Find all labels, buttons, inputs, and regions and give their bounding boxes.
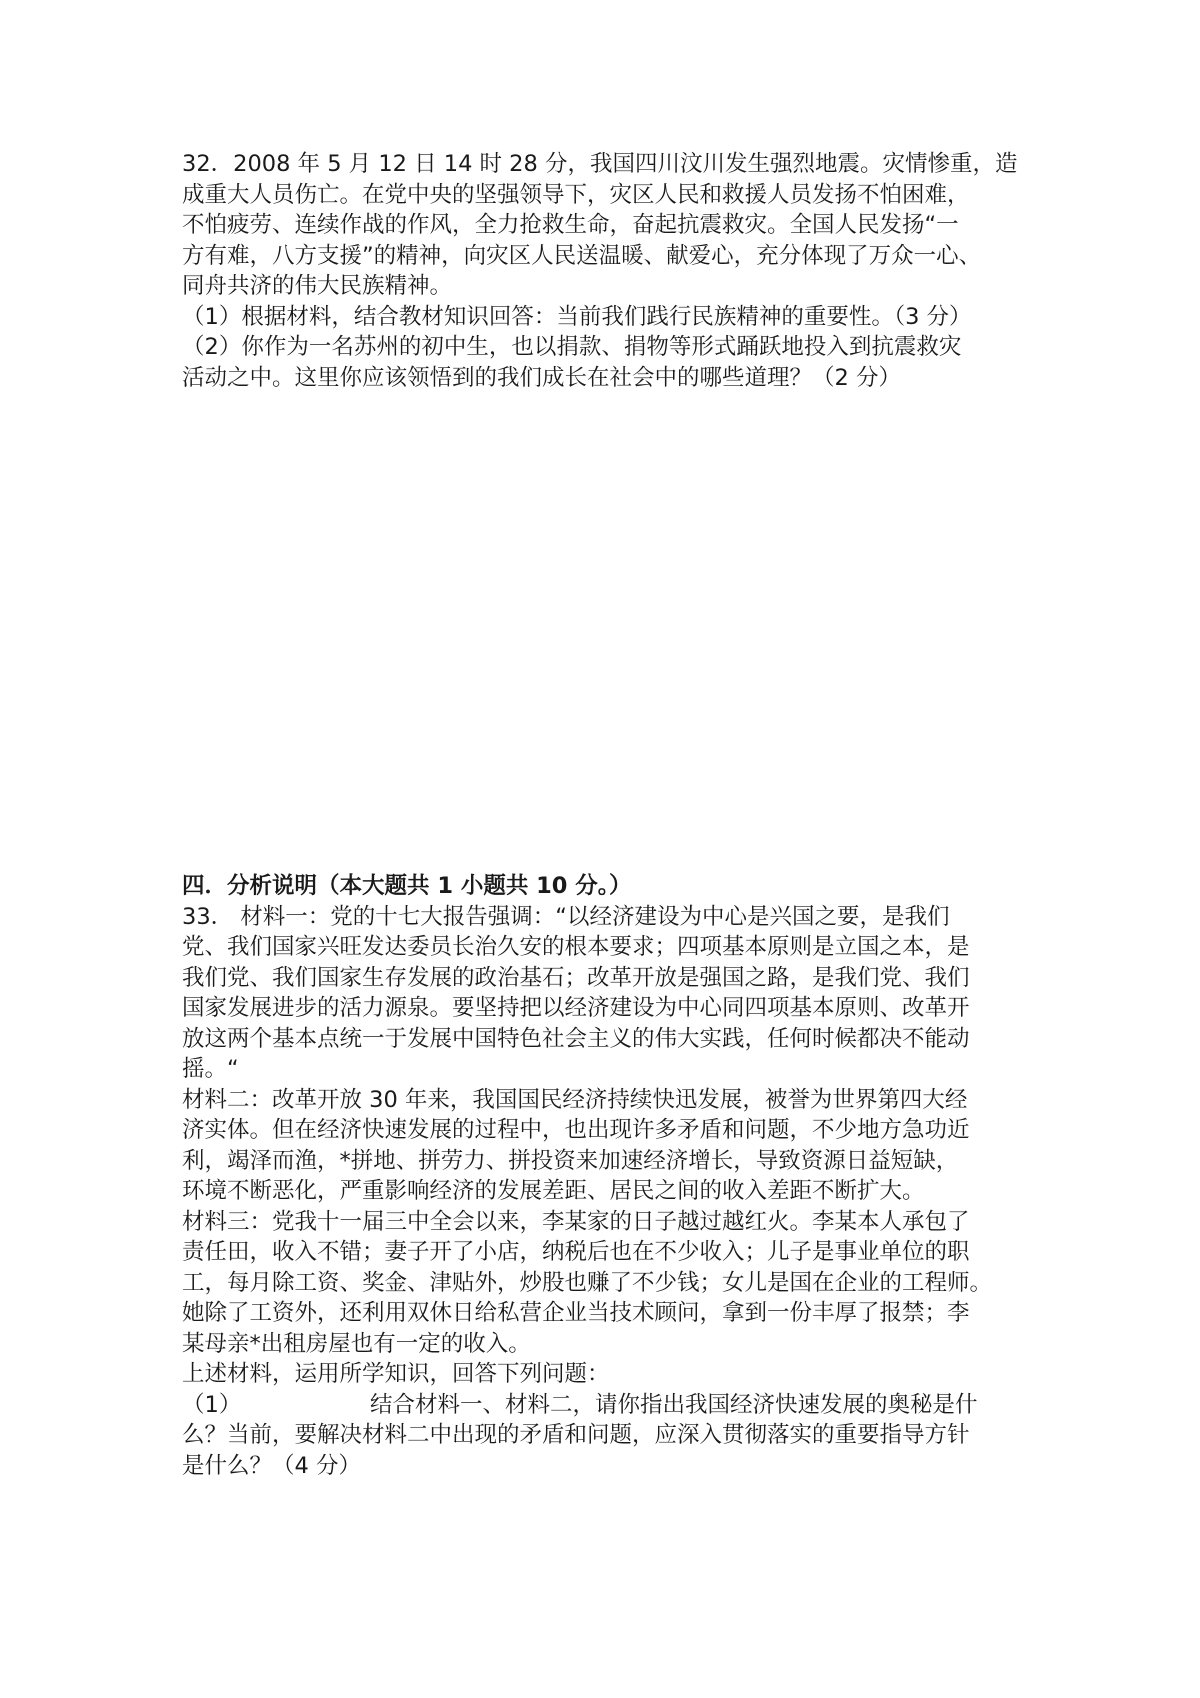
q32-stem-line: 同舟共济的伟大民族精神。 [182,273,453,299]
q32-stem-line: 不怕疲劳、连续作战的作风，全力抢救生命，奋起抗震救灾。全国人民发扬“一 [182,212,959,238]
q33-material-3-line: 她除了工资外，还利用双休日给私营企业当技术顾问，拿到一份丰厚了报禁；李 [182,1300,970,1326]
question-32 [182,149,1042,393]
q32-stem-line: 成重大人员伤亡。在党中央的坚强领导下，灾区人民和救援人员发扬不怕困难， [182,181,970,208]
q33-material-3-line: 工，每月除工资、奖金、津贴外，炒股也赚了不少钱；女儿是国在企业的工程师。 [182,1269,993,1296]
q33-material-1-line: 放这两个基本点统一于发展中国特色社会主义的伟大实践，任何时候都决不能动 [182,1025,970,1052]
q33-material-1-line: 33． 材料一：党的十七大报告强调：“以经济建设为中心是兴国之要，是我们 [182,903,950,930]
q32-stem-line: 32．2008 年 5 月 12 日 14 时 28 分，我国四川汶川发生强烈地震。灾情惨重，造 [182,151,1018,177]
q33-material-1-line: 国家发展进步的活力源泉。要坚持把以经济建设为中心同四项基本原则、改革开 [182,995,970,1021]
q33-subquestion-1-line: 是什么？（4 分） [182,1452,361,1479]
q33-subquestion-1-line: （1） 结合材料一、材料二，请你指出我国经济快速发展的奥秘是什 [182,1391,978,1418]
q32-subquestion-2-line: 活动之中。这里你应该领悟到的我们成长在社会中的哪些道理？（2 分） [182,364,901,391]
section-4 [182,871,1042,1481]
q33-material-3-line: 某母亲*出租房屋也有一定的收入。 [182,1330,531,1357]
q33-material-2-line: 济实体。但在经济快速发展的过程中，也出现许多矛盾和问题，不少地方急功近 [182,1117,970,1143]
q33-material-2 [182,1085,1042,1207]
q32-stem-line: 方有难，八方支援”的精神，向灾区人民送温暖、献爱心，充分体现了万众一心、 [182,242,982,269]
q33-material-1 [182,902,1042,1085]
q33-material-1-line: 党、我们国家兴旺发达委员长治久安的根本要求；四项基本原则是立国之本，是 [182,934,970,960]
q33-material-2-line: 环境不断恶化，严重影响经济的发展差距、居民之间的收入差距不断扩大。 [182,1178,925,1204]
section-4-heading: 四．分析说明（本大题共 1 小题共 10 分。） [182,873,632,899]
q33-material-2-line: 利，竭泽而渔，*拼地、拼劳力、拼投资来加速经济增长，导致资源日益短缺， [182,1147,959,1174]
q33-subquestion-1-line: 么？当前，要解决材料二中出现的矛盾和问题，应深入贯彻落实的重要指导方针 [182,1422,970,1448]
q32-subquestion-1: （1）根据材料，结合教材知识回答：当前我们践行民族精神的重要性。（3 分） [182,303,972,330]
q33-prompt: 上述材料，运用所学知识，回答下列问题： [182,1361,610,1387]
q33-material-1-line: 摇。“ [182,1056,239,1082]
q33-material-3 [182,1207,1042,1360]
q33-material-1-line: 我们党、我们国家生存发展的政治基石；改革开放是强国之路，是我们党、我们 [182,964,970,991]
q33-material-3-line: 责任田，收入不错；妻子开了小店，纳税后也在不少收入；儿子是事业单位的职 [182,1239,970,1265]
q33-material-2-line: 材料二：改革开放 30 年来，我国国民经济持续快迅发展，被誉为世界第四大经 [182,1086,968,1113]
q33-subquestion-1 [182,1390,1042,1482]
q33-material-3-line: 材料三：党我十一届三中全会以来，李某家的日子越过越红火。李某本人承包了 [182,1208,970,1235]
q32-subquestion-2-line: （2）你作为一名苏州的初中生，也以捐款、捐物等形式踊跃地投入到抗震救灾 [182,334,962,360]
